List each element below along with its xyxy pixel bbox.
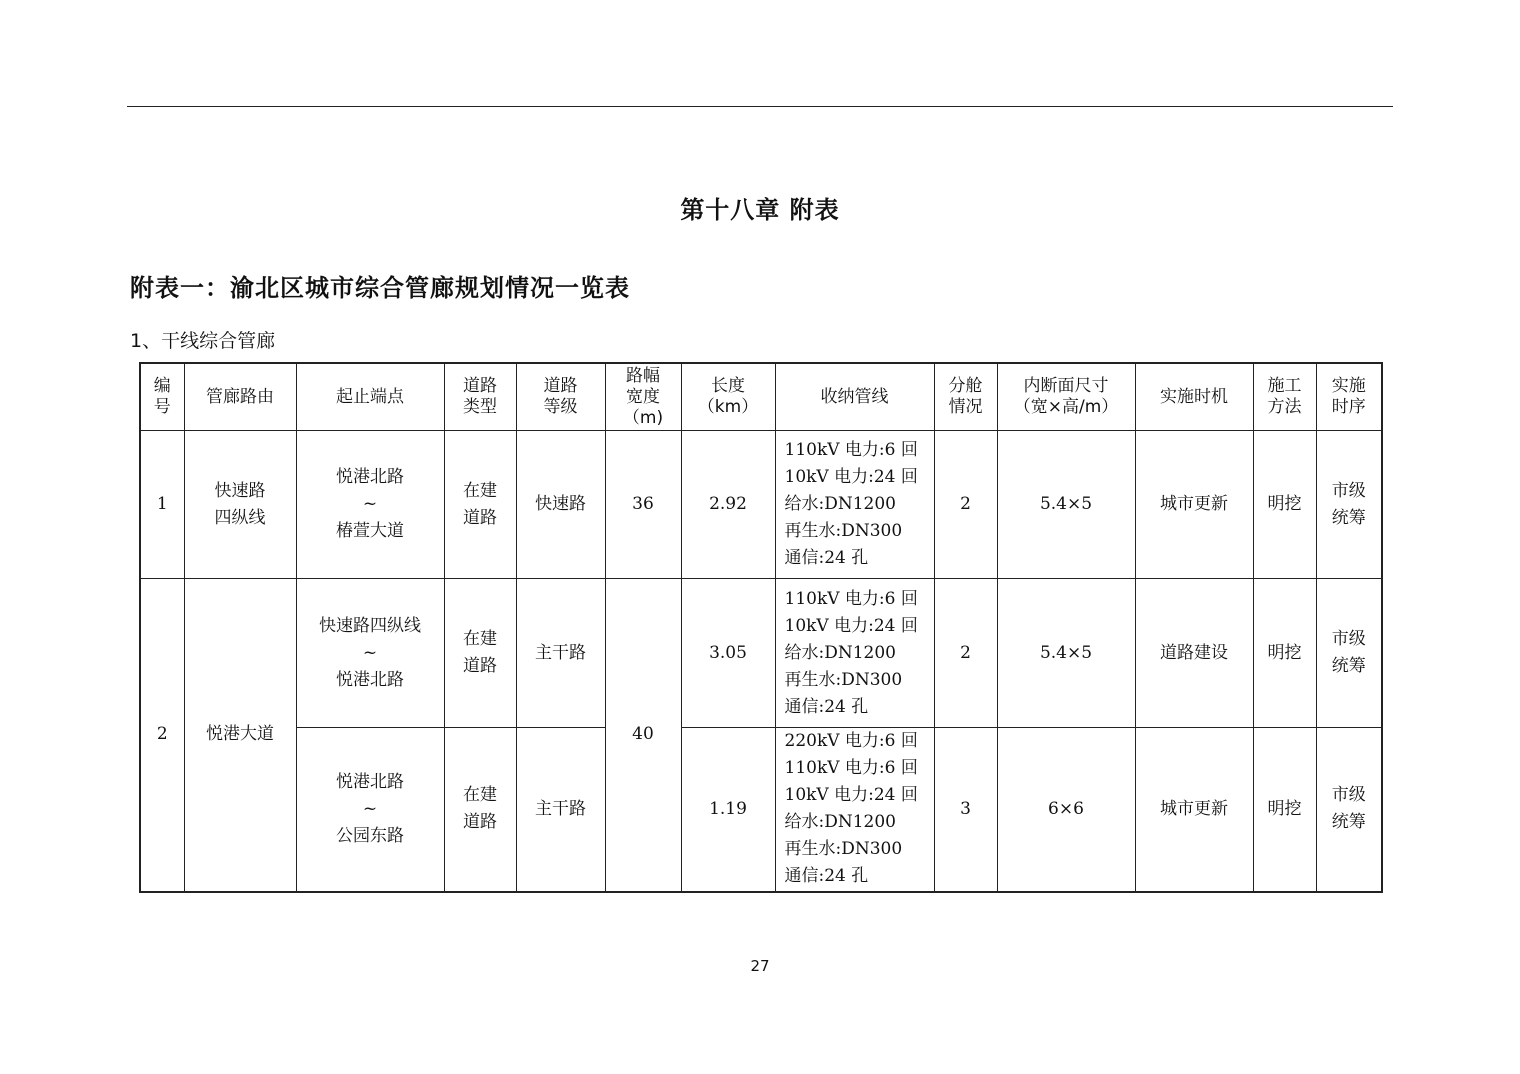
pipelines-cell: 220kV 电力:6 回 110kV 电力:6 回 10kV 电力:24 回 给水:DN1200 再生水:DN300 通信:24 孔 (775, 728, 934, 892)
section-size-cell: 5.4×5 (997, 431, 1135, 579)
length-cell: 1.19 (681, 728, 775, 892)
header-length: 长度 （km） (681, 363, 775, 431)
table-row (140, 728, 1382, 892)
length-cell: 3.05 (681, 579, 775, 728)
header-width: 路幅 宽度 （m) (605, 363, 681, 431)
timing-cell: 城市更新 (1135, 431, 1253, 579)
road-grade-cell: 主干路 (516, 728, 605, 892)
pipelines-cell: 110kV 电力:6 回 10kV 电力:24 回 给水:DN1200 再生水:DN300 通信:24 孔 (775, 579, 934, 728)
route-cell: 悦港大道 (184, 579, 296, 892)
width-cell: 40 (605, 579, 681, 892)
page-number: 27 (750, 957, 770, 975)
header-route: 管廊路由 (184, 363, 296, 431)
header-cabins: 分舱 情况 (934, 363, 997, 431)
road-type-cell: 在建 道路 (444, 728, 516, 892)
cabins-cell: 3 (934, 728, 997, 892)
endpoints-cell: 悦港北路 ~ 椿萱大道 (296, 431, 444, 579)
pipelines-cell: 110kV 电力:6 回 10kV 电力:24 回 给水:DN1200 再生水:DN300 通信:24 孔 (775, 431, 934, 579)
road-grade-cell: 快速路 (516, 431, 605, 579)
corridor-table (139, 362, 1383, 893)
endpoints-cell: 快速路四纵线 ~ 悦港北路 (296, 579, 444, 728)
table-row (140, 431, 1382, 579)
section-size-cell: 6×6 (997, 728, 1135, 892)
header-endpoints: 起止端点 (296, 363, 444, 431)
header-method: 施工 方法 (1253, 363, 1316, 431)
header-no: 编 号 (140, 363, 184, 431)
sequence-cell: 市级 统筹 (1316, 579, 1382, 728)
sequence-cell: 市级 统筹 (1316, 431, 1382, 579)
cabins-cell: 2 (934, 579, 997, 728)
section-size-cell: 5.4×5 (997, 579, 1135, 728)
header-sequence: 实施 时序 (1316, 363, 1382, 431)
width-cell: 36 (605, 431, 681, 579)
length-cell: 2.92 (681, 431, 775, 579)
header-road-grade: 道路 等级 (516, 363, 605, 431)
chapter-title: 第十八章 附表 (680, 196, 840, 224)
timing-cell: 城市更新 (1135, 728, 1253, 892)
header-road-type: 道路 类型 (444, 363, 516, 431)
endpoints-cell: 悦港北路 ~ 公园东路 (296, 728, 444, 892)
row-number: 2 (140, 579, 184, 892)
method-cell: 明挖 (1253, 728, 1316, 892)
appendix-title: 附表一：渝北区城市综合管廊规划情况一览表 (130, 274, 630, 302)
timing-cell: 道路建设 (1135, 579, 1253, 728)
road-type-cell: 在建 道路 (444, 431, 516, 579)
road-grade-cell: 主干路 (516, 579, 605, 728)
road-type-cell: 在建 道路 (444, 579, 516, 728)
header-row (140, 363, 1382, 431)
header-rule (127, 106, 1393, 107)
header-pipelines: 收纳管线 (775, 363, 934, 431)
section-title: 1、干线综合管廊 (130, 330, 276, 352)
row-number: 1 (140, 431, 184, 579)
table-row (140, 579, 1382, 728)
sequence-cell: 市级 统筹 (1316, 728, 1382, 892)
method-cell: 明挖 (1253, 431, 1316, 579)
header-timing: 实施时机 (1135, 363, 1253, 431)
method-cell: 明挖 (1253, 579, 1316, 728)
route-cell: 快速路 四纵线 (184, 431, 296, 579)
header-section-size: 内断面尺寸 （宽×高/m） (997, 363, 1135, 431)
cabins-cell: 2 (934, 431, 997, 579)
